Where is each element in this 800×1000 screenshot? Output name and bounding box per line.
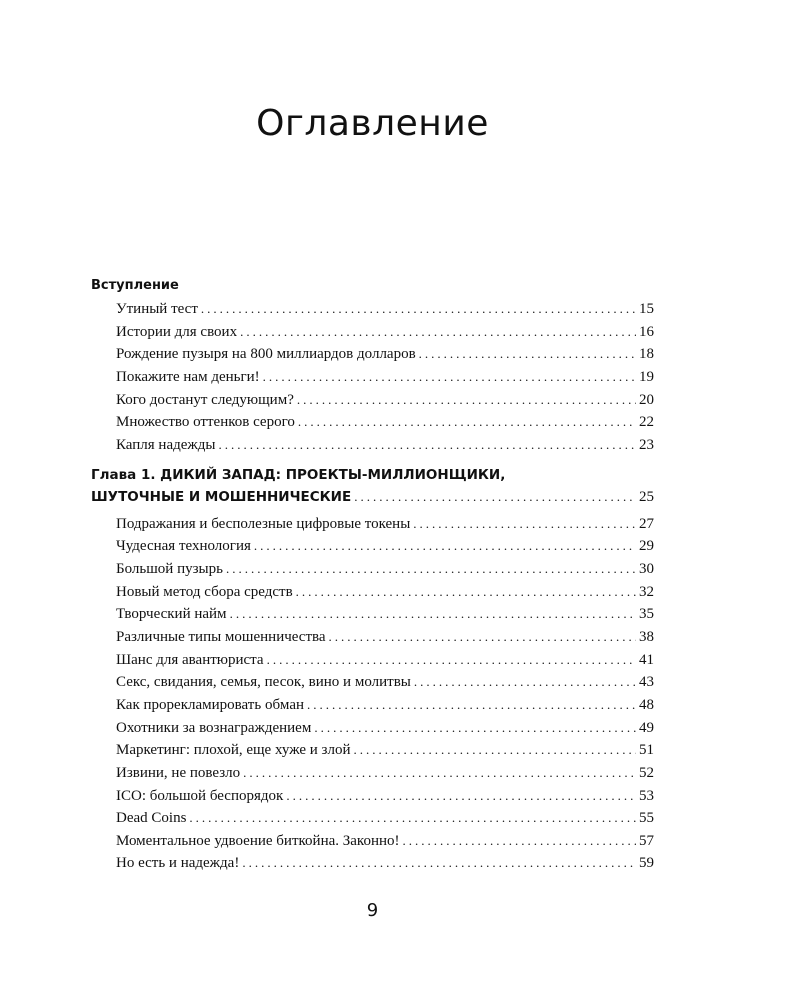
page-title: Оглавление <box>256 103 489 144</box>
toc-entry-title: Секс, свидания, семья, песок, вино и молитвы <box>116 674 411 691</box>
dot-leader <box>354 486 636 508</box>
dot-leader <box>314 717 636 740</box>
toc-entry[interactable] <box>91 366 654 389</box>
toc-entry-title: Моментальное удвоение биткойна. Законно! <box>116 832 400 849</box>
toc-entry-title: Но есть и надежда! <box>116 855 240 872</box>
dot-leader <box>240 321 636 344</box>
toc-entry-page: 15 <box>639 301 654 317</box>
dot-leader <box>263 366 636 389</box>
chapter-heading-line2: ШУТОЧНЫЕ И МОШЕННИЧЕСКИЕ <box>91 488 352 505</box>
toc-entry-page: 51 <box>639 742 654 759</box>
toc-entry-title: Охотники за вознаграждением <box>116 719 312 736</box>
section-heading-intro: Вступление <box>91 278 179 293</box>
dot-leader <box>242 852 636 875</box>
toc-entry[interactable] <box>91 535 654 558</box>
dot-leader <box>307 694 636 717</box>
toc-entry-page: 18 <box>639 346 654 363</box>
dot-leader <box>296 581 636 604</box>
toc-entry-page: 16 <box>639 323 654 340</box>
toc-entry[interactable] <box>91 649 654 672</box>
toc-entry[interactable] <box>91 603 654 626</box>
toc-entry-page: 22 <box>639 414 654 431</box>
toc-entry-page: 38 <box>639 629 654 646</box>
toc-entry-title: Шанс для авантюриста <box>116 651 264 668</box>
toc-entry-page: 29 <box>639 538 654 555</box>
toc-entry-page: 20 <box>639 391 654 408</box>
dot-leader <box>218 434 636 457</box>
toc-entry-page: 57 <box>639 832 654 849</box>
dot-leader <box>329 626 636 649</box>
toc-entry[interactable] <box>91 298 654 321</box>
toc-entry-page: 35 <box>639 606 654 623</box>
dot-leader <box>286 785 636 808</box>
toc-entry-page: 32 <box>639 583 654 600</box>
toc-entry-page: 48 <box>639 696 654 713</box>
chapter-heading[interactable] <box>91 464 654 508</box>
dot-leader <box>226 558 636 581</box>
toc-entry[interactable] <box>91 739 654 762</box>
toc-entry-title: Dead Coins <box>116 810 187 827</box>
dot-leader <box>419 343 636 366</box>
toc-entry-page: 30 <box>639 561 654 578</box>
toc-entry-title: Большой пузырь <box>116 561 223 578</box>
toc-entry[interactable] <box>91 389 654 412</box>
page-number: 9 <box>366 900 379 921</box>
toc-entry[interactable] <box>91 343 654 366</box>
toc-entry[interactable] <box>91 558 654 581</box>
toc-entry[interactable] <box>91 671 654 694</box>
toc-entry-title: Утиный тест <box>116 301 198 317</box>
toc-entry[interactable] <box>91 717 654 740</box>
chapter-heading-line2-row <box>91 486 654 508</box>
chapter-heading-line1: Глава 1. ДИКИЙ ЗАПАД: ПРОЕКТЫ-МИЛЛИОНЩИКИ, <box>91 466 506 483</box>
toc-entry[interactable] <box>91 785 654 808</box>
toc-entry-title: Множество оттенков серого <box>116 414 295 431</box>
toc-entry-title: ICO: большой беспорядок <box>116 787 284 804</box>
toc-entry-title: Кого достанут следующим? <box>116 391 294 408</box>
chapter1-entries <box>91 513 654 875</box>
toc-entry-page: 27 <box>639 515 654 532</box>
toc-entry[interactable] <box>91 830 654 853</box>
dot-leader <box>403 830 637 853</box>
toc-entry-title: Истории для своих <box>116 323 238 340</box>
dot-leader <box>353 739 636 762</box>
toc-entry-page: 41 <box>639 651 654 668</box>
dot-leader <box>298 411 636 434</box>
toc-entry[interactable] <box>91 321 654 344</box>
toc-entry-title: Маркетинг: плохой, еще хуже и злой <box>116 742 351 759</box>
toc-entry[interactable] <box>91 626 654 649</box>
toc-entry[interactable] <box>91 694 654 717</box>
toc-entry[interactable] <box>91 852 654 875</box>
toc-entry-page: 49 <box>639 719 654 736</box>
toc-entry-page: 53 <box>639 787 654 804</box>
dot-leader <box>243 762 636 785</box>
toc-entry[interactable] <box>91 434 654 457</box>
toc-entry[interactable] <box>91 411 654 434</box>
toc-entry-page: 59 <box>639 855 654 872</box>
toc-entry-title: Творческий найм <box>116 606 227 623</box>
dot-leader <box>254 535 636 558</box>
toc-entry-title: Чудесная технология <box>116 538 251 555</box>
toc-entry[interactable] <box>91 762 654 785</box>
toc-entry-title: Рождение пузыря на 800 миллиардов долларов <box>116 346 416 363</box>
toc-entry[interactable] <box>91 513 654 536</box>
toc-entry-page: 19 <box>639 369 654 386</box>
dot-leader <box>414 671 636 694</box>
toc-entry-page: 52 <box>639 764 654 781</box>
intro-entries <box>91 298 654 457</box>
toc-entry[interactable] <box>91 807 654 830</box>
dot-leader <box>201 298 636 321</box>
dot-leader <box>267 649 636 672</box>
toc-entry-title: Как прорекламировать обман <box>116 696 304 713</box>
toc-entry-page: 43 <box>639 674 654 691</box>
dot-leader <box>230 603 636 626</box>
chapter-page: 25 <box>639 488 654 505</box>
toc-entry-title: Капля надежды <box>116 437 216 454</box>
toc-entry-title: Извини, не повезло <box>116 764 241 781</box>
dot-leader <box>297 389 636 412</box>
dot-leader <box>413 513 636 536</box>
toc-entry-title: Подражания и бесполезные цифровые токены <box>116 515 411 532</box>
toc-entry-title: Покажите нам деньги! <box>116 369 260 386</box>
toc-entry-title: Новый метод сбора средств <box>116 583 293 600</box>
toc-entry-title: Различные типы мошенничества <box>116 629 326 646</box>
toc-entry[interactable] <box>91 581 654 604</box>
toc-entry-page: 23 <box>639 437 654 454</box>
toc-entry-page: 55 <box>639 810 654 827</box>
table-of-contents <box>91 276 654 875</box>
dot-leader <box>189 807 636 830</box>
